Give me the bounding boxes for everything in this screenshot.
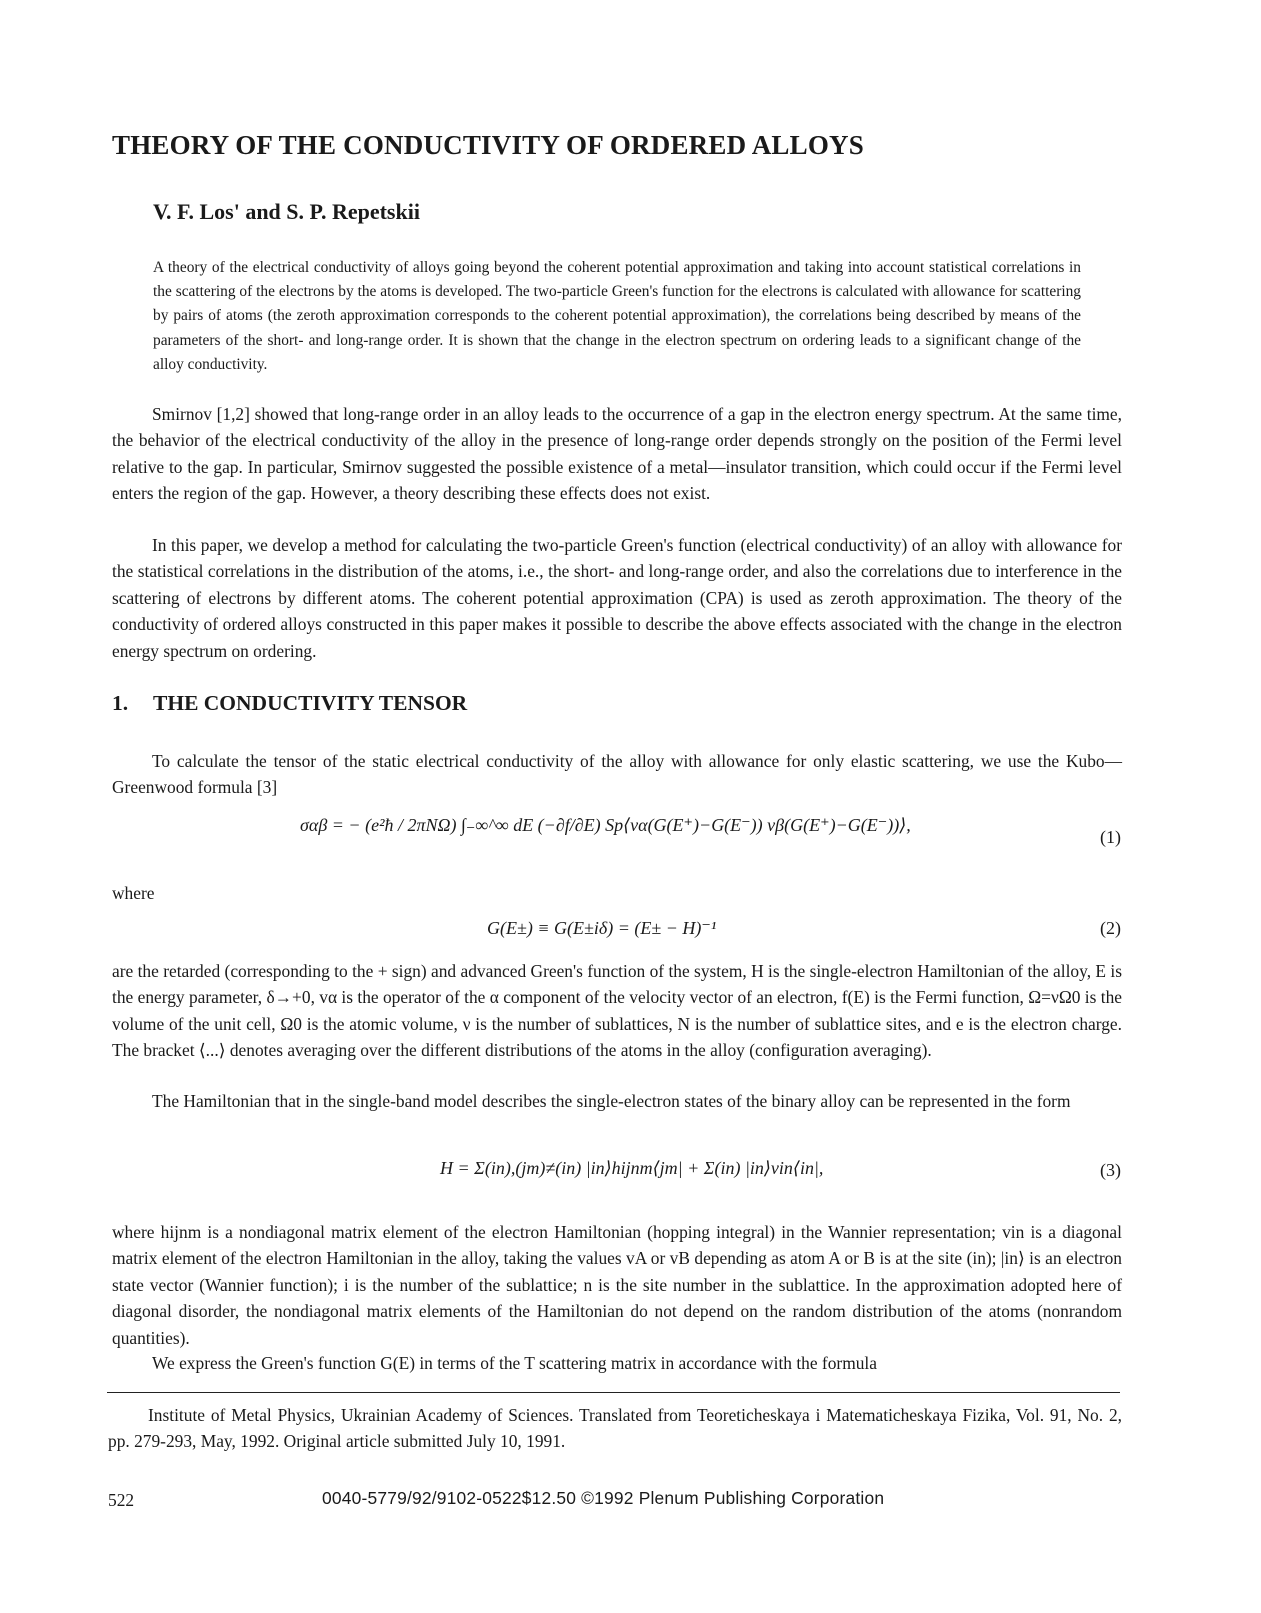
section-paragraph-5: We express the Green's function G(E) in terms of the T scattering matrix in accordance with the formula <box>152 1353 877 1373</box>
article-authors: V. F. Los' and S. P. Repetskii <box>153 199 420 224</box>
section-number: 1. <box>112 691 129 715</box>
article-title: THEORY OF THE CONDUCTIVITY OF ORDERED ALLOYS <box>112 130 864 160</box>
section-heading <box>112 691 467 716</box>
section-title: THE CONDUCTIVITY TENSOR <box>153 691 468 715</box>
equation-3: H = Σ(in),(jm)≠(in) |in⟩hijnm⟨jm| + Σ(in) |in⟩vin⟨in|, <box>440 1158 824 1178</box>
section-paragraph-4: where hijnm is a nondiagonal matrix element of the electron Hamiltonian (hopping integral) in the Wannier representation; vin is a diagonal matrix element of the electron Hamiltonian in the alloy, taking the values vA or vB depending as atom A or B is at the site (in); |in⟩ is an electron state vector (Wannier function); i is the number of the sublattice; n is the site number in the sublattice. In the approximation adopted here of diagonal disorder, the nondiagonal matrix elements of the Hamiltonian do not depend on the random distribution of the atoms (nonrandom quantities). <box>112 1222 1122 1348</box>
section-paragraph-1: To calculate the tensor of the static electrical conductivity of the alloy with allowance for only elastic scattering, we use the Kubo—Greenwood formula [3] <box>112 751 1122 798</box>
abstract: A theory of the electrical conductivity of alloys going beyond the coherent potential approximation and taking into account statistical correlations in the scattering of the electrons by the atoms is developed. The two-particle Green's function for the electrons is calculated with allowance for scattering by pairs of atoms (the zeroth approximation corresponds to the coherent potential approximation), the correlations being described by means of the parameters of the short- and long-range order. It is shown that the change in the electron spectrum on ordering leads to a significant change of the alloy conductivity. <box>153 259 1081 373</box>
equation-1: σαβ = − (e²ħ / 2πNΩ) ∫₋∞^∞ dE (−∂f/∂E) Sp⟨vα(G(E⁺)−G(E⁻)) vβ(G(E⁺)−G(E⁻))⟩, <box>300 815 911 835</box>
equation-3-number: (3) <box>1100 1160 1121 1180</box>
section-paragraph-3: The Hamiltonian that in the single-band model describes the single-electron states of the binary alloy can be represented in the form <box>152 1091 1071 1111</box>
footnote <box>108 1402 1122 1455</box>
equation-2-number: (2) <box>1100 918 1121 938</box>
footnote-text: Institute of Metal Physics, Ukrainian Academy of Sciences. Translated from Teoreticheskaya i Matematicheskaya Fizika, Vol. 91, No. 2, pp. 279-293, May, 1992. Original article submitted July 10, 1991. <box>108 1405 1122 1452</box>
publisher-line: 0040-5779/92/9102-0522$12.50 ©1992 Plenum Publishing Corporation <box>322 1488 885 1508</box>
equation-2: G(E±) ≡ G(E±iδ) = (E± − H)⁻¹ <box>487 918 717 938</box>
section-paragraph-2: are the retarded (corresponding to the + sign) and advanced Green's function of the system, H is the single-electron Hamiltonian of the alloy, E is the energy parameter, δ→+0, vα is the operator of the α component of the velocity vector of an electron, f(E) is the Fermi function, Ω=νΩ0 is the volume of the unit cell, Ω0 is the atomic volume, ν is the number of sublattices, N is the number of sublattice sites, and e is the electron charge. The bracket ⟨...⟩ denotes averaging over the different distributions of the atoms in the alloy (configuration averaging). <box>112 961 1122 1061</box>
page-number: 522 <box>108 1490 135 1510</box>
equation-1-number: (1) <box>1100 827 1121 847</box>
intro-paragraph-2: In this paper, we develop a method for calculating the two-particle Green's function (electrical conductivity) of an alloy with allowance for the statistical correlations in the distribution of the atoms, i.e., the short- and long-range order, and also the correlations due to interference in the scattering of electrons by different atoms. The coherent potential approximation (CPA) is used as zeroth approximation. The theory of the conductivity of ordered alloys constructed in this paper makes it possible to describe the above effects associated with the change in the electron energy spectrum on ordering. <box>112 535 1122 661</box>
intro-paragraph-1: Smirnov [1,2] showed that long-range order in an alloy leads to the occurrence of a gap in the electron energy spectrum. At the same time, the behavior of the electrical conductivity of the alloy in the presence of long-range order depends strongly on the position of the Fermi level relative to the gap. In particular, Smirnov suggested the possible existence of a metal—insulator transition, which could occur if the Fermi level enters the region of the gap. However, a theory describing these effects does not exist. <box>112 404 1122 504</box>
footnote-divider <box>107 1392 1120 1393</box>
where-label: where <box>112 883 155 903</box>
